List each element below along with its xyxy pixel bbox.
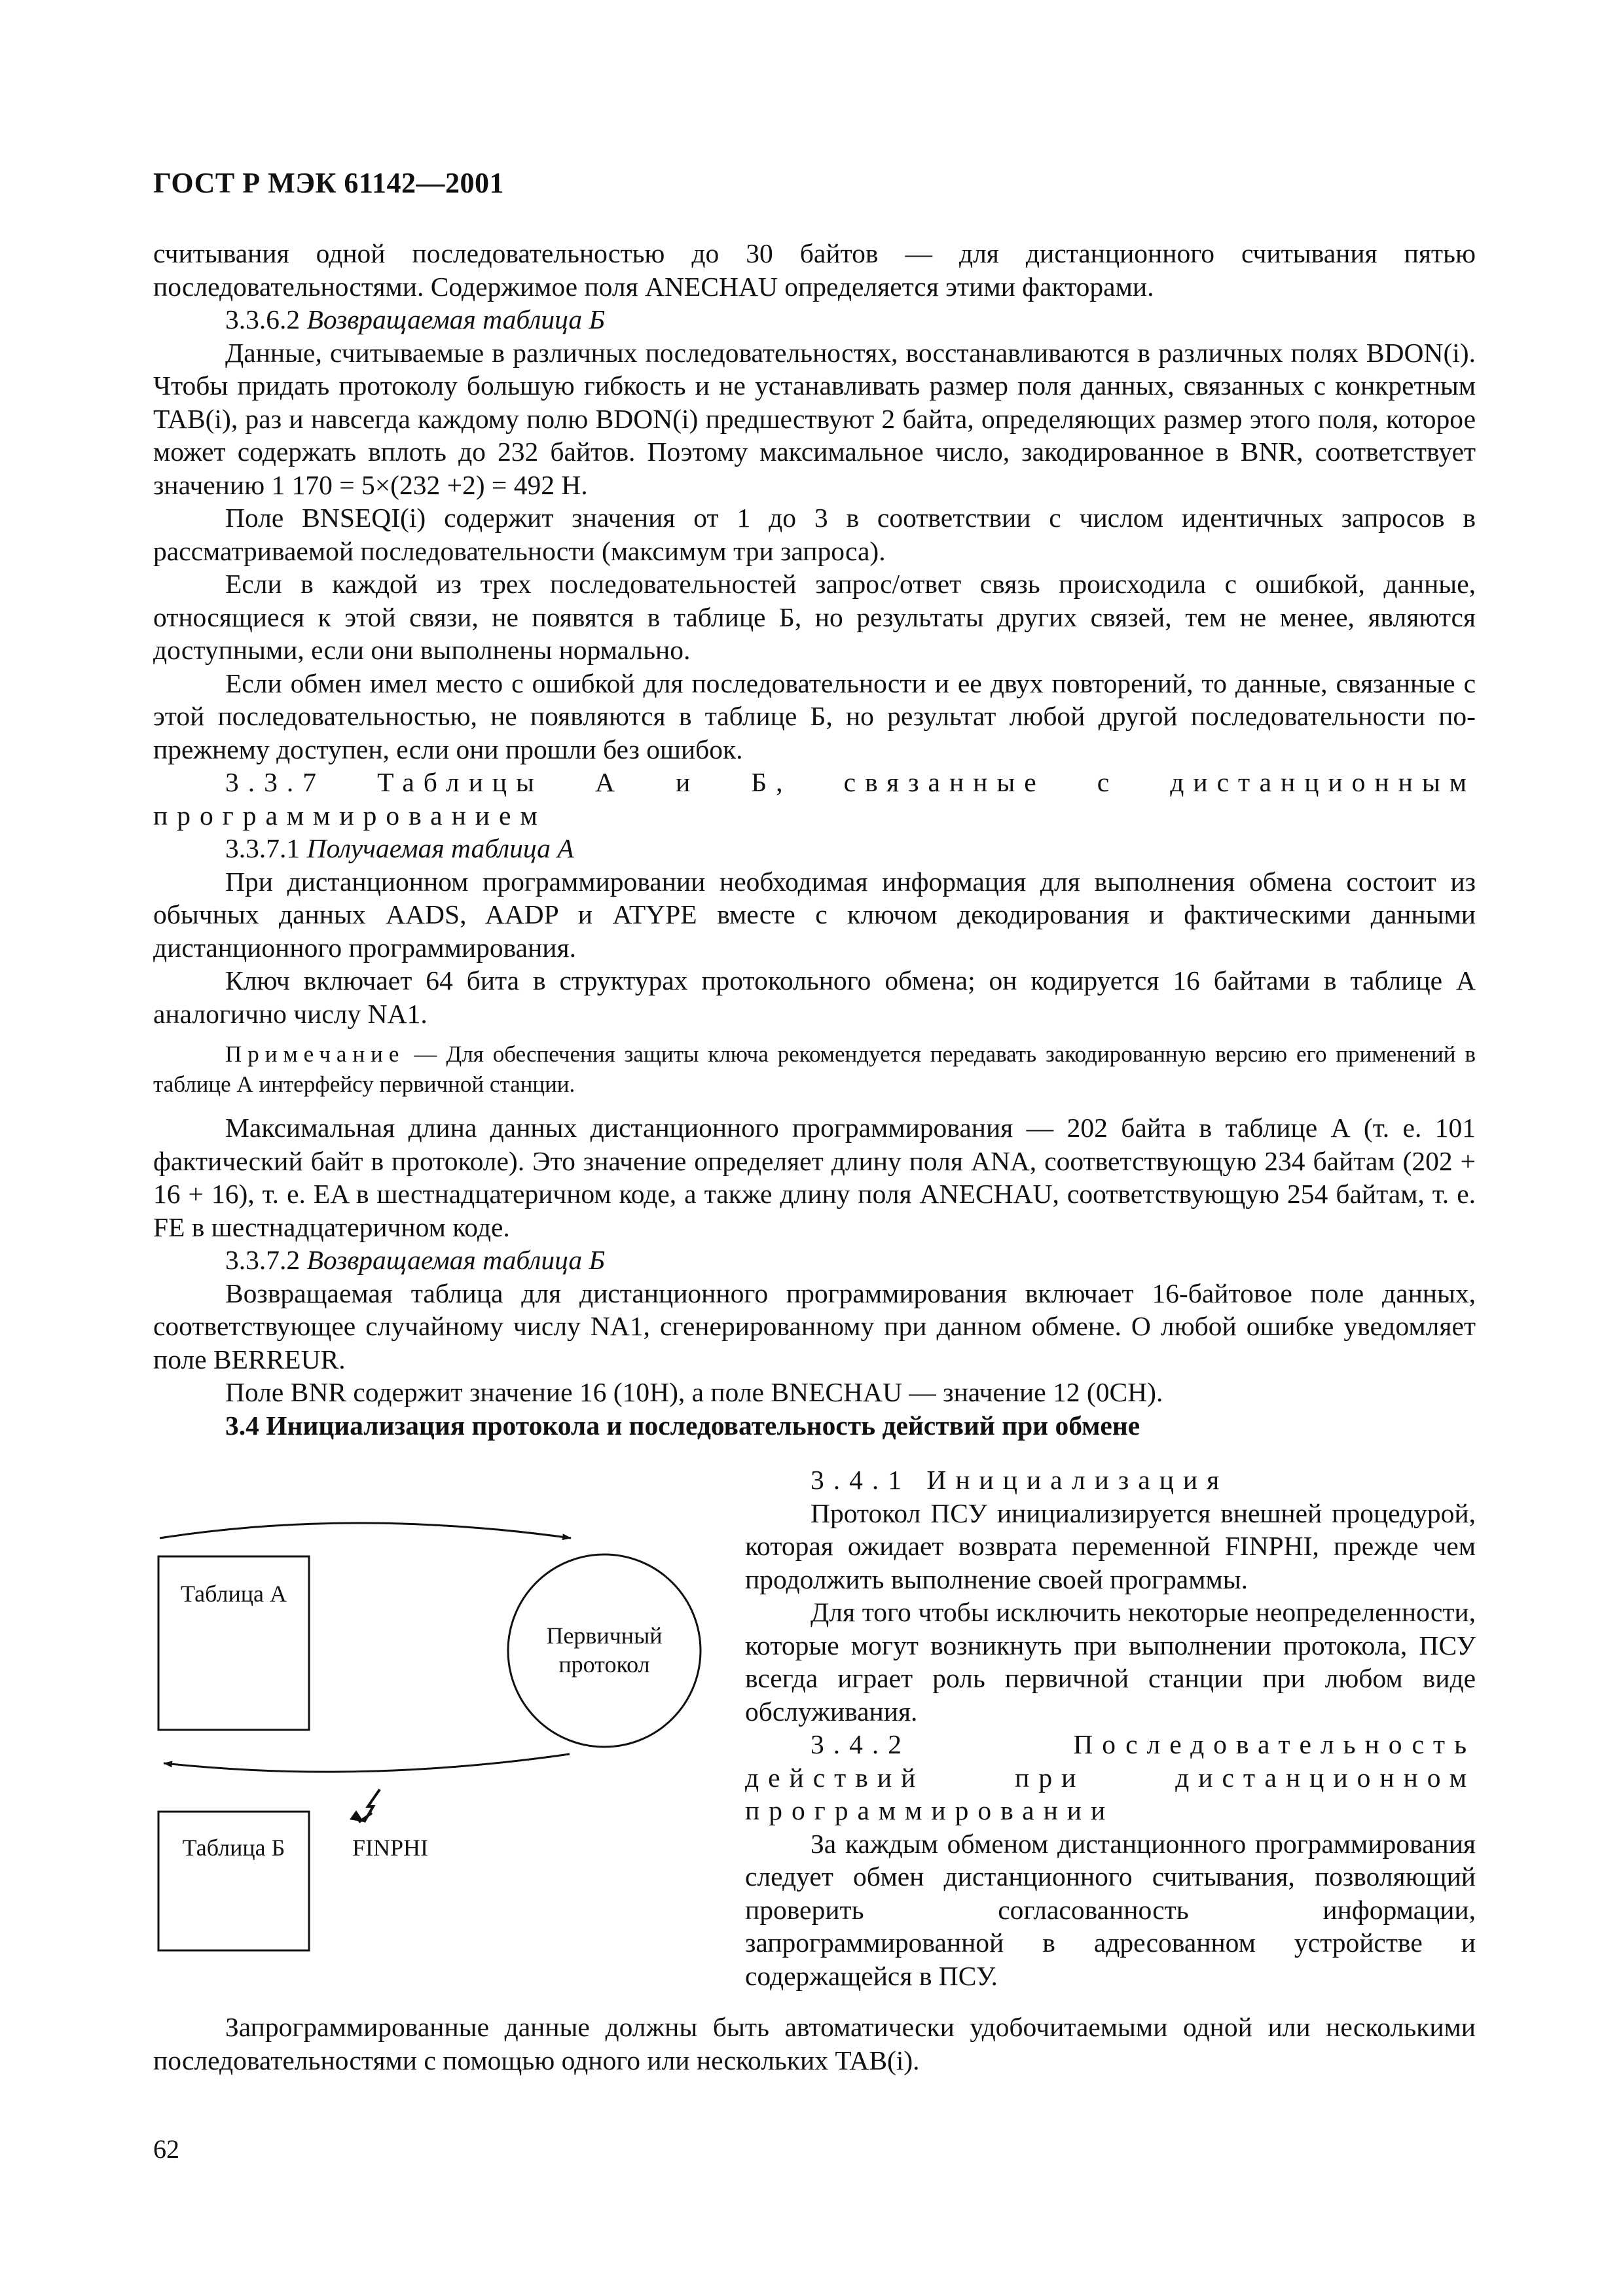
section-heading-3-3-7: 3.3.7 Таблицы А и Б, связанные с дистанционным программированием [153,767,1476,831]
page-number: 62 [153,2134,179,2164]
right-column-text [745,1463,1476,1992]
arrow-from-protocol [164,1754,570,1772]
paragraph: За каждым обменом дистанционного программирования следует обмен дистанционного считывания, позволяющий проверить согласованность информации, запрограммированной в адресованном устройстве и содержащейся в ПСУ. [745,1828,1476,1991]
paragraph: Ключ включает 64 бита в структурах протокольного обмена; он кодируется 16 байтами в таблице А аналогично числу NA1. [153,965,1476,1029]
standard-header: ГОСТ Р МЭК 61142—2001 [153,167,505,199]
note-label: Примечание [225,1041,405,1067]
section-number: 3.3.7.1 [225,833,307,863]
table-b-box [158,1812,309,1950]
paragraph: Поле BNSEQI(i) содержит значения от 1 до 3 в соответствии с числом идентичных запросов в рассматриваемой последовательности (максимум три запроса). [153,503,1476,566]
protocol-diagram [151,1499,727,1957]
paragraph: При дистанционном программировании необходимая информация для выполнения обмена состоит из обычных данных AADS, AADP и ATYPE вместе с ключом декодирования и фактическими данными дистанционного программирования. [153,866,1476,963]
section-title: Возвращаемая таблица Б [306,1245,605,1275]
table-b-label: Таблица Б [182,1835,285,1861]
circle-label-line2: протокол [558,1651,650,1677]
paragraph: Если в каждой из трех последовательностей запрос/ответ связь происходила с ошибкой, данные, относящиеся к этой связи, не появятся в таблице Б, но результаты других связей, тем не менее, являются доступными, если они выполнены нормально. [153,569,1476,665]
section-number: 3.3.6.2 [225,304,307,334]
main-text [153,237,1476,1442]
section-heading-3-4: 3.4 Инициализация протокола и последовательность действий при обмене [225,1410,1140,1441]
section-heading-3-4-2: 3.4.2 Последовательность действий при дистанционном программировании [745,1729,1476,1825]
table-a-label: Таблица А [181,1581,287,1607]
paragraph: Данные, считываемые в различных последовательностях, восстанавливаются в различных полях BDON(i). Чтобы придать протоколу большую гибкость и не устанавливать размер поля данных, связанных с конкретным TAB(i), раз и навсегда каждому полю BDON(i) предшествуют 2 байта, определяющих размер этого поля, которое может содержать вплоть до 232 байтов. Поэтому максимальное число, закодированное в BNR, соответствует значению 1 170 = 5×(232 +2) = 492 H. [153,337,1476,500]
circle-label-line1: Первичный [546,1623,663,1649]
section-heading-3-3-7-2 [153,1244,1476,1277]
section-title: Получаемая таблица А [306,833,574,863]
paragraph: Максимальная длина данных дистанционного программирования — 202 байта в таблице А (т. е. 101 фактический байт в протоколе). Это значение определяет длину поля ANA, соответствующую 234 байтам (202 + 16 + 16), т. е. EA в шестнадцатеричном коде, а также длину поля ANECHAU, соответствующую 254 байтам, т. е. FE в шестнадцатеричном коде. [153,1113,1476,1242]
closing-text [153,2011,1476,2077]
section-title: Возвращаемая таблица Б [306,304,605,334]
section-heading-3-4-1: 3.4.1 Инициализация [811,1465,1229,1495]
paragraph: Протокол ПСУ инициализируется внешней процедурой, которая ожидает возврата переменной FINPHI, прежде чем продолжить выполнение своей программы. [745,1498,1476,1594]
arrow-to-protocol [160,1523,571,1538]
paragraph: Поле BNR содержит значение 16 (10H), а поле BNECHAU — значение 12 (0CH). [225,1377,1163,1407]
section-number: 3.3.7.2 [225,1245,307,1275]
finphi-label: FINPHI [352,1835,429,1861]
section-heading-3-3-7-1 [153,832,1476,865]
note-text: — Для обеспечения защиты ключа рекомендуется передавать закодированную версию его применений в таблице А интерфейсу первичной станции. [153,1041,1476,1097]
finphi-signal-icon [350,1789,380,1822]
paragraph: Если обмен имел место с ошибкой для последовательности и ее двух повторений, то данные, связанные с этой последовательностью, не появляются в таблице Б, но результат любой другой последовательности по-прежнему доступен, если они прошли без ошибок. [153,668,1476,764]
paragraph: Для того чтобы исключить некоторые неопределенности, которые могут возникнуть при выполнении протокола, ПСУ всегда играет роль первичной станции при любом виде обслуживания. [745,1597,1476,1727]
section-heading-3-3-6-2 [153,303,1476,336]
paragraph: считывания одной последовательностью до 30 байтов — для дистанционного считывания пятью последовательностями. Содержимое поля ANECHAU определяется этими факторами. [153,238,1476,302]
paragraph: Запрограммированные данные должны быть автоматически удобочитаемыми одной или несколькими последовательностями с помощью одного или нескольких TAB(i). [153,2012,1476,2075]
paragraph: Возвращаемая таблица для дистанционного программирования включает 16-байтовое поле данных, соответствующее случайному числу NA1, сгенерированному при данном обмене. О любой ошибке уведомляет поле BERREUR. [153,1278,1476,1374]
note [153,1039,1476,1100]
diagram-graphics [151,1499,727,1957]
